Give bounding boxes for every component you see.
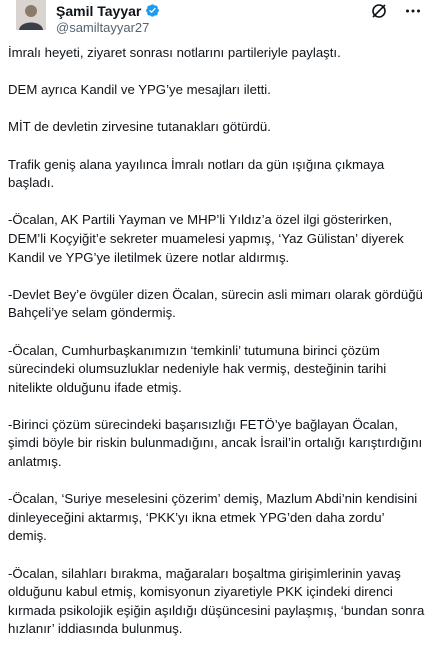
tweet-paragraph: -Öcalan, ‘Suriye meselesini çözerim’ demiş, Mazlum Abdi’nin kendisini dinleyeceğini aktarmış, ‘PKK’yı ikna etmek YPG’den daha zordu’ demiş. — [8, 491, 418, 544]
tweet-text — [8, 44, 426, 658]
name-row — [56, 2, 160, 19]
tweet-paragraph: Trafik geniş alana yayılınca İmralı notları da gün ışığına çıkmaya başladı. — [8, 156, 385, 191]
author-handle[interactable]: @samiltayyar27 — [56, 20, 150, 35]
tweet-paragraph: -Öcalan, AK Partili Yayman ve MHP’li Yıldız’a özel ilgi gösterirken, DEM’li Koçyiğit’e sekreter muamelesi yapmış, ‘Yaz Gülistan’ diyerek Kandil ve YPG’ye iletilmek üzere notlar aldırmış. — [8, 212, 404, 265]
more-horizontal-icon[interactable] — [404, 2, 422, 20]
tweet-header — [8, 0, 426, 40]
author-name[interactable]: Şamil Tayyar — [56, 2, 142, 19]
slash-circle-icon[interactable] — [370, 2, 388, 20]
tweet-actions — [370, 2, 422, 20]
tweet-paragraph: MİT de devletin zirvesine tutanakları götürdü. — [8, 119, 271, 135]
avatar-image — [16, 0, 46, 30]
tweet-paragraph: -Birinci çözüm sürecindeki başarısızlığı FETÖ’ye bağlayan Öcalan, şimdi böyle bir riskin bulunmadığını, ancak İsrail’in ortalığı karıştırdığını anlatmış. — [8, 416, 423, 470]
verified-badge-icon[interactable] — [145, 3, 160, 18]
avatar[interactable] — [16, 0, 46, 30]
tweet-paragraph: -Öcalan, Cumhurbaşkanımızın ‘temkinli’ tutumuna birinci çözüm sürecindeki olumsuzluklar nedeniyle hak vermiş, desteğinin tarihi nitelikte olduğunu ifade etmiş. — [8, 342, 387, 395]
tweet-paragraph: -Öcalan, silahları bırakma, mağaraları boşaltma girişimlerinin yavaş olduğunu kabul etmiş, komisyonun ziyaretiyle PKK içindeki direnci kırmada psikolojik eşiğin aşıldığı düşüncesini paylaşmış, ‘bundan sonra hızlanır’ iddiasında bulunmuş. — [8, 565, 425, 637]
author-block — [56, 2, 160, 35]
tweet-paragraph: -Devlet Bey’e övgüler dizen Öcalan, sürecin asli mimarı olarak gördüğü Bahçeli’ye selam göndermiş. — [8, 286, 423, 321]
tweet-paragraph: DEM ayrıca Kandil ve YPG’ye mesajları iletti. — [8, 82, 271, 98]
tweet-paragraph: İmralı heyeti, ziyaret sonrası notlarını partileriyle paylaştı. — [8, 45, 341, 60]
